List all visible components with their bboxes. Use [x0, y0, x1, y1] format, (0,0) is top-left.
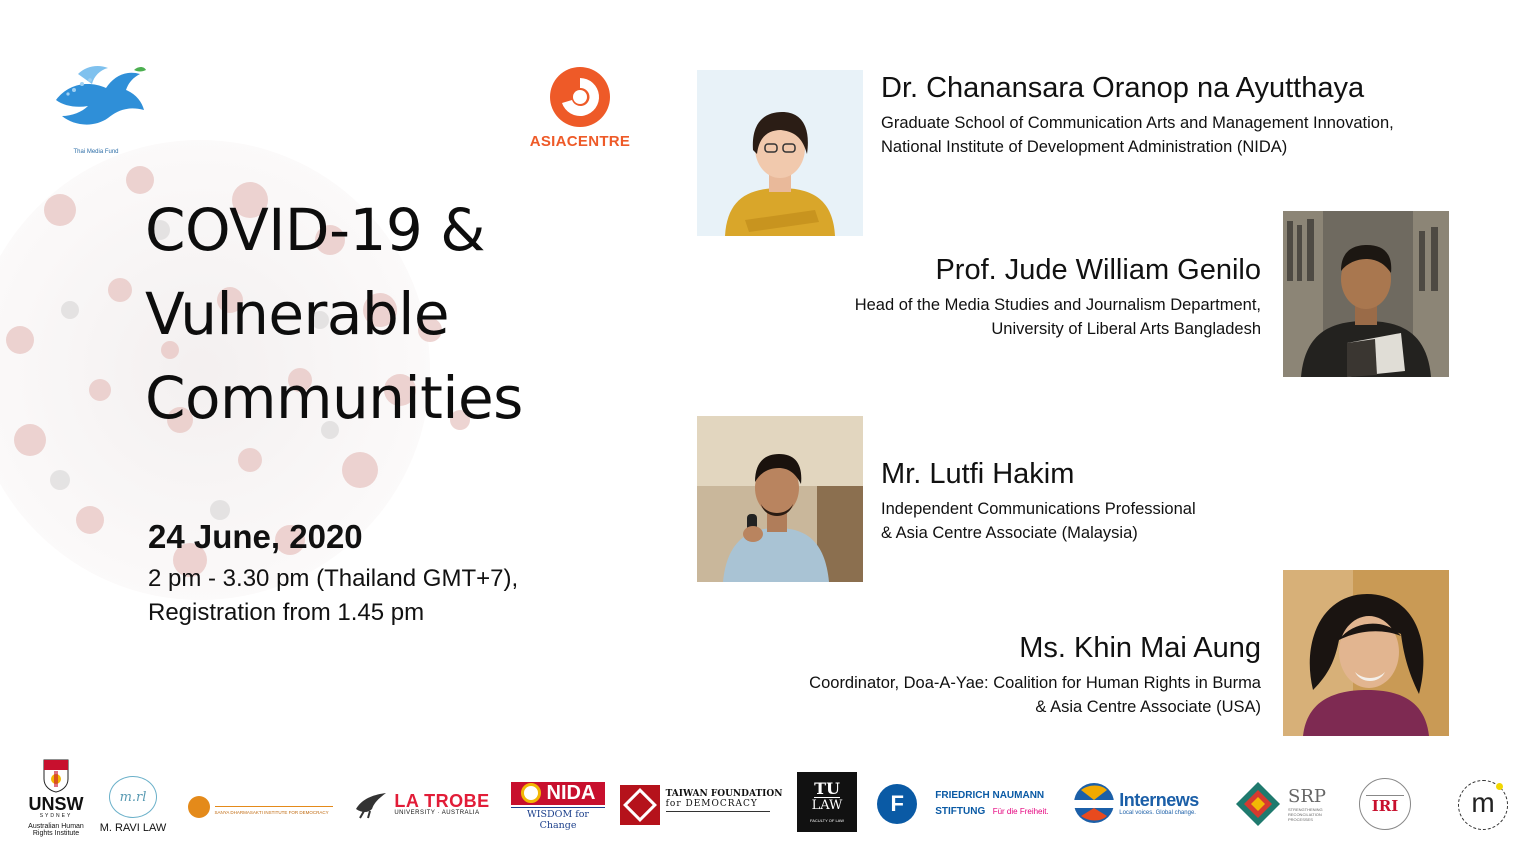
thai-media-fund-text: Thai Media Fund — [73, 149, 119, 155]
nida-sub-text: WISDOM for Change — [511, 807, 605, 831]
asia-centre-label: ASIACENTRE — [529, 133, 631, 150]
nida-logo — [511, 782, 605, 830]
speaker-name: Mr. Lutfi Hakim — [881, 458, 1075, 490]
fns-text-2: STIFTUNG — [935, 805, 986, 817]
iri-logo — [1350, 776, 1420, 832]
srp-sub-2: RECONCILIATION — [1288, 811, 1322, 817]
thai-media-fund-logo — [48, 54, 152, 166]
speaker-card-lutfi — [881, 458, 1196, 545]
la-trobe-bird-icon — [354, 789, 388, 819]
internews-text: Internews — [1119, 790, 1199, 810]
sanya-institute-logo — [185, 790, 335, 824]
speaker-name: Prof. Jude William Genilo — [935, 254, 1261, 286]
speaker-affiliation-line: University of Liberal Arts Bangladesh — [991, 320, 1261, 338]
asia-centre-swirl-icon — [549, 66, 611, 128]
unsw-caption-1: Australian Human — [28, 823, 84, 830]
event-title-line-2: Vulnerable — [145, 280, 450, 348]
srp-text: SRP — [1288, 785, 1326, 807]
m-logo-dot-icon — [1496, 783, 1503, 790]
taiwan-foundation-text-2: for DEMOCRACY — [665, 798, 758, 809]
sanya-emblem-icon — [188, 796, 210, 818]
unsw-shield-icon — [43, 759, 69, 793]
srp-emblem-icon — [1234, 780, 1282, 828]
la-trobe-logo — [352, 784, 492, 824]
event-date: 24 June, 2020 — [148, 518, 363, 555]
tu-law-text-1: TU — [814, 779, 840, 798]
event-title-line-3: Communities — [145, 364, 523, 432]
srp-logo — [1230, 778, 1330, 830]
speaker-affiliation-line: Head of the Media Studies and Journalism Department, — [854, 296, 1261, 314]
taiwan-foundation-emblem-icon — [620, 785, 660, 825]
speaker-affiliation-line: Coordinator, Doa-A-Yae: Coalition for Human Rights in Burma — [809, 674, 1261, 692]
speaker-name: Ms. Khin Mai Aung — [1019, 632, 1261, 664]
speaker-affiliation-line: National Institute of Development Administration (NIDA) — [881, 138, 1288, 156]
speaker-photo-chanansara — [697, 70, 863, 236]
unsw-sub-text: SYDNEY — [39, 813, 73, 819]
speaker-affiliation — [855, 293, 1261, 341]
speaker-affiliation-line: & Asia Centre Associate (USA) — [1035, 698, 1261, 716]
m-ravi-law-logo — [96, 772, 170, 838]
speaker-card-chanansara — [881, 72, 1394, 159]
speaker-name: Dr. Chanansara Oranop na Ayutthaya — [881, 72, 1365, 104]
m-ravi-law-mark: m.rl — [119, 789, 147, 805]
internews-globe-icon — [1073, 782, 1115, 824]
speaker-affiliation — [881, 497, 1196, 545]
tu-law-text-2: LAW — [811, 798, 843, 813]
taiwan-foundation-chinese-text-line — [666, 811, 770, 822]
srp-sub-1: STRENGTHENING — [1288, 806, 1323, 812]
speaker-affiliation — [881, 111, 1394, 159]
taiwan-foundation-logo — [622, 782, 783, 828]
fns-text-1: FRIEDRICH NAUMANN — [935, 789, 1045, 801]
la-trobe-sub-text: UNIVERSITY · AUSTRALIA — [394, 810, 480, 816]
event-registration: Registration from 1.45 pm — [148, 599, 425, 626]
taiwan-foundation-text-1: TAIWAN FOUNDATION — [665, 788, 783, 799]
internews-sub-text: Local voices. Global change. — [1119, 810, 1196, 816]
m-ravi-law-circle-icon — [109, 776, 157, 818]
speaker-photo-jude — [1283, 211, 1449, 377]
fns-text-3: Für die Freiheit. — [992, 806, 1049, 816]
event-time-block — [148, 562, 518, 630]
speaker-card-khin — [809, 632, 1261, 719]
tu-law-logo — [797, 772, 857, 832]
srp-sub-3: PROCESSES — [1288, 816, 1313, 822]
iri-text: IRI — [1371, 796, 1399, 815]
sanya-thai-text-line — [215, 800, 333, 807]
speaker-affiliation-line: Independent Communications Professional — [881, 500, 1196, 518]
unsw-text: UNSW — [28, 794, 84, 814]
dove-icon — [48, 54, 152, 144]
internews-logo — [1066, 780, 1206, 826]
unsw-caption-2: Rights Institute — [32, 830, 80, 837]
unsw-logo — [20, 748, 92, 848]
speaker-affiliation — [809, 671, 1261, 719]
m-ravi-law-text: M. RAVI LAW — [99, 822, 167, 834]
sanya-text: SANYA DHARMASAKTI INSTITUTE FOR DEMOCRACY — [214, 809, 329, 815]
m-logo-text: m — [1471, 787, 1495, 818]
speaker-affiliation-line: & Asia Centre Associate (Malaysia) — [881, 524, 1138, 542]
asia-centre-logo — [524, 66, 636, 156]
speaker-photo-lutfi — [697, 416, 863, 582]
speaker-affiliation-line: Graduate School of Communication Arts and Management Innovation, — [881, 114, 1394, 132]
speaker-photo-khin — [1283, 570, 1449, 736]
event-time: 2 pm - 3.30 pm (Thailand GMT+7), — [148, 565, 519, 592]
tu-law-text-3: FACULTY OF LAW — [810, 818, 844, 823]
m-circle-icon — [1458, 780, 1508, 830]
event-title — [145, 188, 665, 440]
iri-globe-icon — [1359, 778, 1411, 830]
la-trobe-text: LA TROBE — [394, 791, 490, 811]
friedrich-naumann-logo — [870, 782, 1056, 826]
nida-emblem-icon — [521, 783, 541, 803]
m-circle-logo — [1456, 778, 1510, 832]
nida-text: NIDA — [546, 781, 596, 804]
speaker-card-jude — [855, 254, 1261, 341]
fns-f-icon: F — [877, 784, 917, 824]
event-title-line-1: COVID-19 & — [145, 196, 485, 264]
